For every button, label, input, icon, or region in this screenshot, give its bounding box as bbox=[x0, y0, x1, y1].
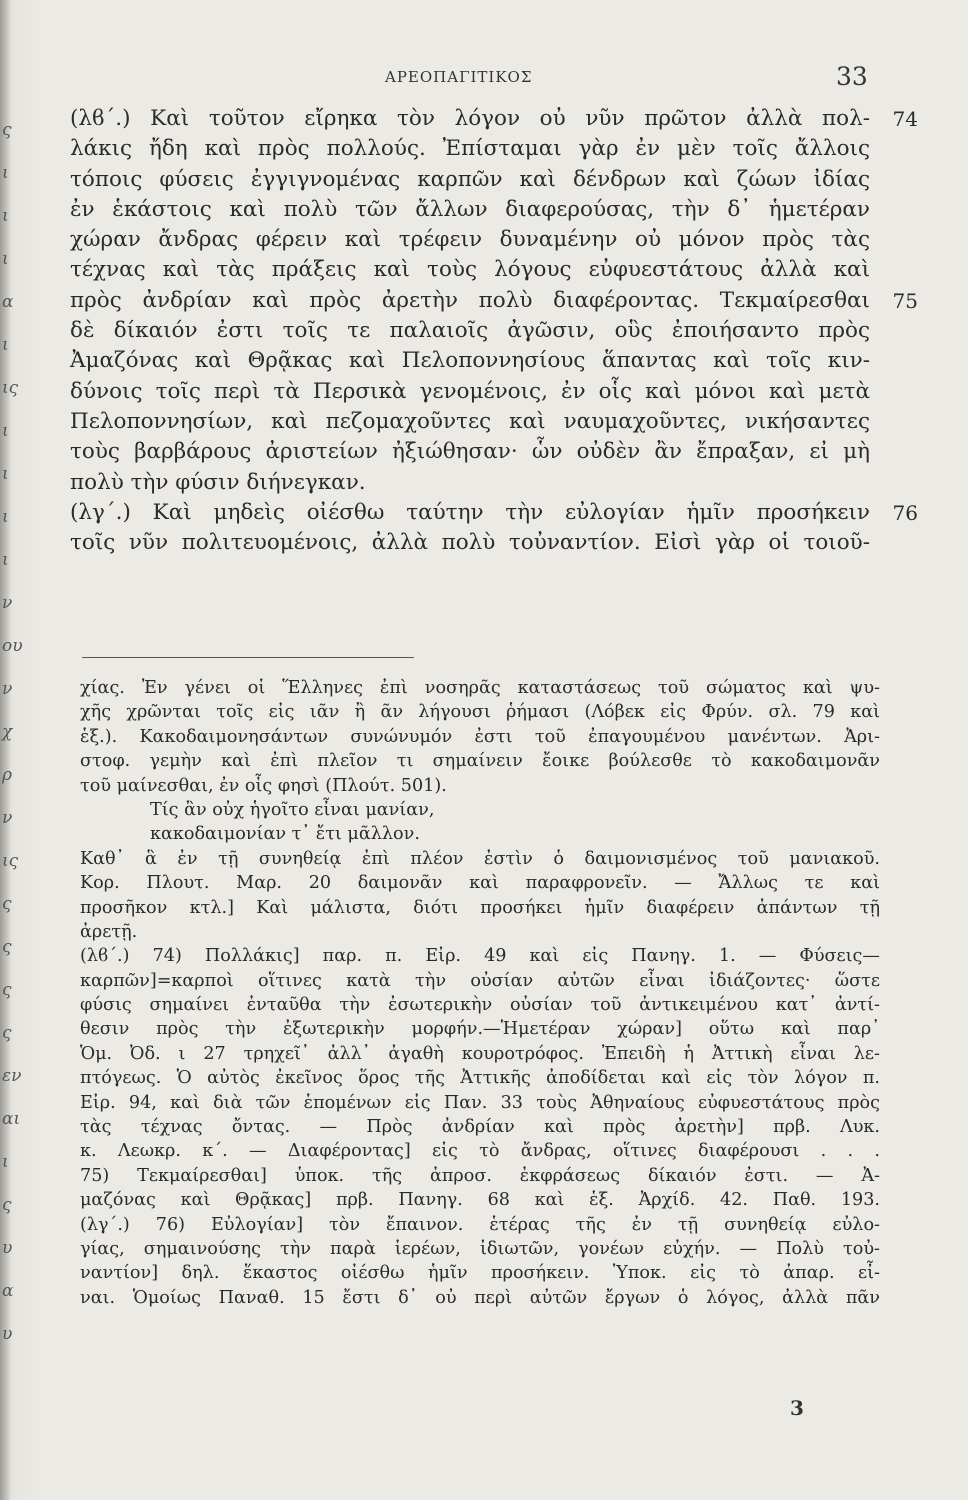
text-line bbox=[70, 104, 918, 134]
margin-fragment: ν bbox=[2, 808, 13, 828]
text-line-content: ἐν ἑκάστοις καὶ πολὺ τῶν ἄλλων διαφερούσας, τὴν δ᾽ ἡμετέραν bbox=[70, 196, 870, 222]
page-header bbox=[0, 62, 968, 92]
text-line-content: (λϐ΄.) Καὶ τοῦτον εἴρηκα τὸν λόγον οὐ νῦν πρῶτον ἀλλὰ πολ- bbox=[70, 106, 870, 131]
text-line bbox=[70, 407, 910, 437]
text-line bbox=[70, 498, 918, 528]
note-line: ναντίον] δηλ. ἕκαστος οἰέσθω ἡμῖν προσήκειν. Ὑποκ. εἰς τὸ ἀπαρ. εἶ- bbox=[80, 1263, 880, 1284]
margin-fragment: υ bbox=[2, 1324, 13, 1344]
note-line: πτόγεως. Ὁ αὐτὸς ἐκεῖνος ὅρος τῆς Ἀττικῆς ἀποδίδεται καὶ εἰς τὸν λόγον π. bbox=[80, 1068, 880, 1089]
text-line-content: (λγ΄.) Καὶ μηδεὶς οἰέσθω ταύτην τὴν εὐλογίαν ἡμῖν προσήκειν bbox=[70, 499, 870, 525]
note-line: φύσις σημαίνει ἐνταῦθα τὴν ἐσωτερικὴν οὐσίαν τοῦ ἀντικειμένου κατ᾽ ἀντί- bbox=[80, 995, 880, 1016]
footnote-rule bbox=[82, 657, 414, 658]
note-line: Κορ. Πλουτ. Μαρ. 20 δαιμονᾶν καὶ παραφρονεῖν. — Ἄλλως τε καὶ bbox=[80, 873, 880, 894]
text-line bbox=[70, 346, 910, 376]
text-line-content: χώραν ἄνδρας φέρειν καὶ τρέφειν δυναμένην οὐ μόνον πρὸς τὰς bbox=[70, 227, 870, 253]
signature-mark: 3 bbox=[790, 1396, 804, 1420]
margin-fragment: ν bbox=[2, 593, 13, 613]
note-line: ναι. Ὁμοίως Παναθ. 15 ἔστι δ᾽ οὐ περὶ αὐτῶν ἔργων ὁ λόγος, ἀλλὰ πᾶν bbox=[80, 1287, 880, 1308]
margin-fragment: ς bbox=[2, 120, 12, 140]
margin-fragment: α bbox=[2, 292, 14, 312]
note-line: θεσιν πρὸς τὴν ἐξωτερικὴν μορφήν.—Ἡμετέραν χώραν] οὕτω καὶ παρ᾽ bbox=[80, 1019, 880, 1040]
margin-fragment: υ bbox=[2, 1238, 13, 1258]
margin-fragment: ι bbox=[2, 421, 9, 441]
note-line: ἀρετῇ. bbox=[80, 921, 138, 942]
note-line: Ὁμ. Ὀδ. ι 27 τρηχεῖ᾽ ἀλλ᾽ ἀγαθὴ κουροτρόφος. Ἐπειδὴ ἡ Ἀττικὴ εἶναι λε- bbox=[80, 1043, 880, 1064]
margin-fragment: ς bbox=[2, 1023, 12, 1043]
running-title: ΑΡΕΟΠΑΓΙΤΙΚΟΣ bbox=[385, 68, 533, 86]
text-line-content: τόποις φύσεις ἐγγιγνομένας καρπῶν καὶ δένδρων καὶ ζώων ἰδίας bbox=[70, 166, 870, 192]
note-line: καρπῶν]=καρποὶ οἵτινες κατὰ τὴν οὐσίαν αὐτῶν εἶναι ἰδιάζοντες· ὥστε bbox=[80, 970, 880, 991]
text-line-content: Ἀμαζόνας καὶ Θρᾷκας καὶ Πελοποννησίους ἅπαντας καὶ τοῖς κιν- bbox=[70, 348, 870, 374]
margin-fragment: ι bbox=[2, 249, 9, 269]
text-line-content: δὲ δίκαιόν ἐστι τοῖς τε παλαιοῖς ἀγῶσιν, οὓς ἐποιήσαντο πρὸς bbox=[70, 318, 870, 344]
text-line bbox=[70, 468, 910, 498]
text-line bbox=[70, 225, 910, 255]
note-line: Εἰρ. 94, καὶ διὰ τῶν ἑπομένων εἰς Παν. 33 τοὺς Ἀθηναίους εὐφυεστάτους πρὸς bbox=[80, 1092, 880, 1113]
margin-fragment: ι bbox=[2, 550, 9, 570]
commentary-notes bbox=[80, 676, 880, 1310]
text-line bbox=[70, 316, 910, 346]
main-text bbox=[70, 104, 918, 558]
note-line: στοφ. γεμὴν καὶ ἐπὶ πλεῖον τι σημαίνειν ἔοικε βούλεσθε τὸ κακοδαιμονᾶν bbox=[80, 751, 880, 772]
section-reference-number: 75 bbox=[892, 288, 918, 313]
margin-fragment: αι bbox=[2, 1109, 21, 1129]
text-line bbox=[70, 437, 910, 467]
note-line: χίας. Ἐν γένει οἱ Ἕλληνες ἐπὶ νοσηρᾶς καταστάσεως τοῦ σώματος καὶ ψυ- bbox=[80, 678, 880, 698]
margin-fragment: ς bbox=[2, 894, 12, 914]
text-line-content: δύνοις τοῖς περὶ τὰ Περσικὰ γενομένοις, ἐν οἷς καὶ μόνοι καὶ μετὰ bbox=[70, 378, 870, 404]
note-line: Καθ᾽ ἃ ἐν τῇ συνηθείᾳ ἐπὶ πλέον ἐστὶν ὁ δαιμονισμένος τοῦ μανιακοῦ. bbox=[80, 848, 880, 869]
margin-fragment: ις bbox=[2, 378, 19, 398]
note-line: τοῦ μαίνεσθαι, ἐν οἷς φησὶ (Πλούτ. 501). bbox=[80, 775, 447, 796]
text-line bbox=[70, 134, 910, 164]
margin-fragment: ς bbox=[2, 980, 12, 1000]
note-line: (λϐ΄.) 74) Πολλάκις] παρ. π. Εἰρ. 49 καὶ εἰς Πανηγ. 1. — Φύσεις— bbox=[80, 946, 880, 967]
text-line-content: πολὺ τὴν φύσιν διήνεγκαν. bbox=[70, 469, 366, 495]
note-line: Τίς ἂν οὐχ ἡγοῖτο εἶναι μανίαν, bbox=[150, 799, 435, 820]
margin-fragment: ις bbox=[2, 851, 19, 871]
margin-fragment: ι bbox=[2, 206, 9, 226]
margin-fragment: α bbox=[2, 1281, 14, 1301]
text-line bbox=[70, 286, 918, 316]
section-reference-number: 76 bbox=[892, 500, 918, 525]
note-line: κ. Λεωκρ. κ΄. — Διαφέροντας] εἰς τὸ ἄνδρας, οἵτινες διαφέρουσι . . . bbox=[80, 1141, 880, 1162]
section-reference-number: 74 bbox=[892, 107, 918, 131]
margin-fragment: ς bbox=[2, 1195, 12, 1215]
text-line bbox=[70, 255, 910, 285]
note-line: κακοδαιμονίαν τ᾽ ἔτι μᾶλλον. bbox=[150, 824, 420, 845]
margin-fragment: εν bbox=[2, 1066, 22, 1086]
margin-fragment: ι bbox=[2, 335, 9, 355]
text-line-content: τοῖς νῦν πολιτευομένοις, ἀλλὰ πολὺ τοὐναντίον. Εἰσὶ γὰρ οἱ τοιοῦ- bbox=[70, 530, 870, 556]
text-line-content: τοὺς βαρβάρους ἀριστείων ἠξιώθησαν· ὧν οὐδὲν ἂν ἔπραξαν, εἰ μὴ bbox=[70, 439, 870, 465]
margin-fragment: ρ bbox=[2, 765, 12, 785]
note-line: τὰς τέχνας ὄντας. — Πρὸς ἀνδρίαν καὶ πρὸς ἀρετὴν] πρβ. Λυκ. bbox=[80, 1117, 880, 1138]
note-line: χῆς χρῶνται τοῖς εἰς ιᾶν ἢ ᾶν λήγουσι ῥήμασι (Λόβεκ εἰς Φρύν. σλ. 79 καὶ bbox=[80, 702, 880, 723]
margin-fragment: ν bbox=[2, 679, 13, 699]
text-line-content: τέχνας καὶ τὰς πράξεις καὶ τοὺς λόγους εὐφυεστάτους ἀλλὰ καὶ bbox=[70, 257, 870, 283]
note-line: (λγ΄.) 76) Εὐλογίαν] τὸν ἔπαινον. ἑτέρας τῆς ἐν τῇ συνηθείᾳ εὐλο- bbox=[80, 1214, 880, 1235]
text-line bbox=[70, 377, 910, 407]
note-line: 75) Τεκμαίρεσθαι] ὑποκ. τῆς ἀπροσ. ἐκφράσεως δίκαιόν ἐστι. — Ἀ- bbox=[80, 1165, 880, 1186]
margin-fragment: ι bbox=[2, 507, 9, 527]
note-line: μαζόνας καὶ Θρᾷκας] πρβ. Πανηγ. 68 καὶ ἑξ. Ἀρχίδ. 42. Παθ. 193. bbox=[80, 1190, 880, 1211]
note-line: προσῆκον κτλ.] Καὶ μάλιστα, διότι προσήκει ἡμῖν διαφέρειν ἁπάντων τῇ bbox=[80, 897, 880, 918]
margin-fragment: χ bbox=[2, 722, 13, 742]
text-line-content: Πελοποννησίων, καὶ πεζομαχοῦντες καὶ ναυμαχοῦντες, νικήσαντες bbox=[70, 408, 870, 434]
text-line-content: λάκις ἤδη καὶ πρὸς πολλούς. Ἐπίσταμαι γὰρ ἐν μὲν τοῖς ἄλλοις bbox=[70, 136, 870, 162]
text-line-content: πρὸς ἀνδρίαν καὶ πρὸς ἀρετὴν πολὺ διαφέροντας. Τεκμαίρεσθαι bbox=[70, 287, 870, 313]
note-line: γίας, σημαινούσης τὴν παρὰ ἱερέων, ἰδιωτῶν, γονέων εὐχήν. — Πολὺ τοὐ- bbox=[80, 1238, 880, 1259]
text-line bbox=[70, 195, 910, 225]
text-line bbox=[70, 165, 910, 195]
page-number: 33 bbox=[836, 62, 868, 91]
margin-fragment: ι bbox=[2, 1152, 9, 1172]
margin-fragment: ι bbox=[2, 163, 9, 183]
margin-fragment: ς bbox=[2, 937, 12, 957]
text-line bbox=[70, 528, 910, 558]
note-line: ἑξ.). Κακοδαιμονησάντων συνώνυμόν ἐστι τοῦ ἐπαγουμένου μανέντων. Ἀρι- bbox=[80, 726, 880, 747]
margin-fragment: ου bbox=[2, 636, 23, 656]
margin-fragment: ι bbox=[2, 464, 9, 484]
